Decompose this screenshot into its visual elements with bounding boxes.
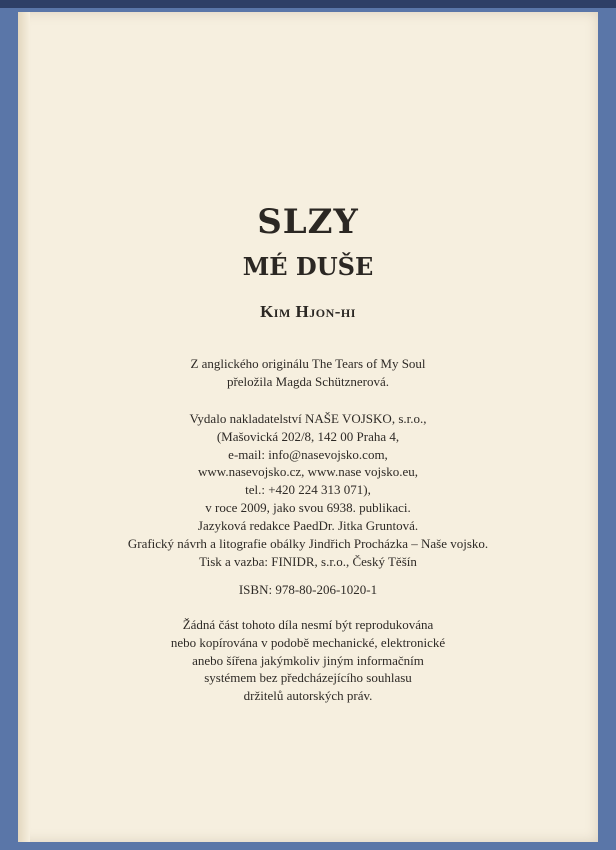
publisher-line: v roce 2009, jako svou 6938. publikaci. [205,499,411,515]
credit-line: Grafický návrh a litografie obálky Jindřich Procházka – Naše vojsko. [127,535,489,551]
production-credits [38,517,578,570]
publisher-line: www.nasevojsko.cz, www.nase vojsko.eu, [198,464,418,480]
credit-line: Jazyková redakce PaedDr. Jitka Gruntová. [197,518,419,533]
copyright-line: držitelů autorských práv. [243,688,373,704]
copyright-notice [38,616,578,705]
page-content [18,12,598,842]
book-author: Kim Hjon-hi [260,302,356,321]
publisher-line: tel.: +420 224 313 071), [245,482,371,498]
publisher-line: (Mašovická 202/8, 142 00 Praha 4, [216,428,400,444]
copyright-line: anebo šířena jakýmkoliv jiným informačním [192,652,424,668]
copyright-line: nebo kopírována v podobě mechanické, elektronické [170,634,446,650]
copyright-line: Žádná část tohoto díla nesmí být reprodukována [182,617,434,632]
publisher-info [38,410,578,517]
cover-edge [0,0,616,8]
title-page [18,12,598,842]
book-subtitle: MÉ DUŠE [242,252,374,281]
translation-note [38,355,578,391]
credit-line: Tisk a vazba: FINIDR, s.r.o., Český Těšín [199,553,417,569]
publisher-line: e-mail: info@nasevojsko.com, [228,446,388,462]
isbn-line: ISBN: 978-80-206-1020-1 [238,582,378,597]
publisher-line: Vydalo nakladatelství NAŠE VOJSKO, s.r.o., [189,411,427,426]
translation-line: Z anglického originálu The Tears of My Soul [190,356,426,371]
book-title: SLZY [257,202,359,242]
copyright-line: systémem bez předcházejícího souhlasu [204,670,412,686]
translation-line: přeložila Magda Schütznerová. [226,373,390,389]
isbn [38,581,578,599]
